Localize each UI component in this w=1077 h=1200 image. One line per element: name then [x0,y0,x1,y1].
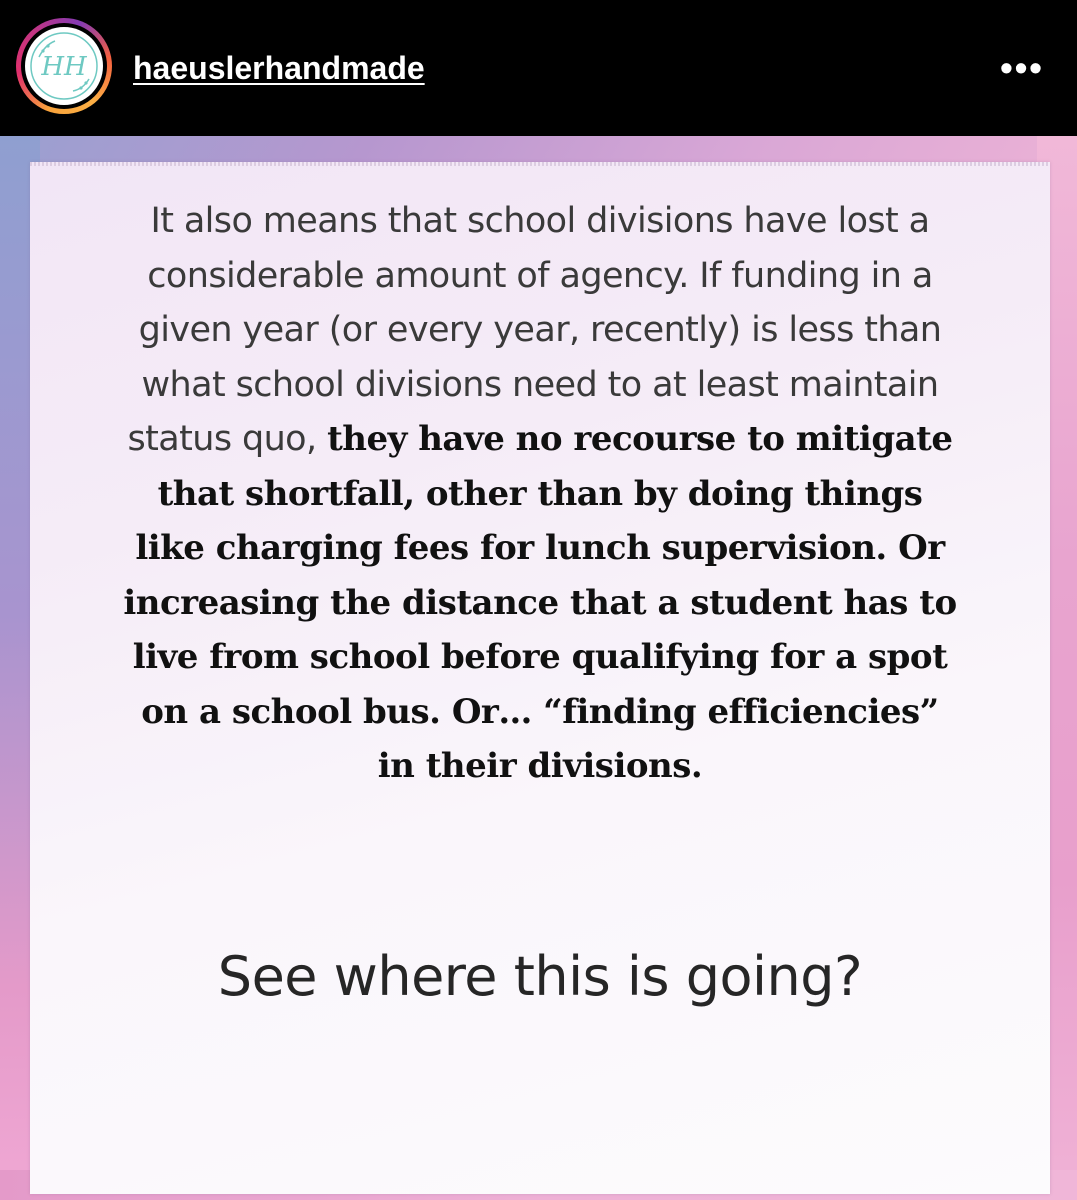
text-segment: considerable amount of agency. If funding in a [147,255,933,296]
paragraph-line [30,576,1050,631]
username-link[interactable]: haeuslerhandmade [133,50,425,86]
paragraph-line [30,249,1050,304]
bold-text-segment: like charging fees for lunch supervision. Or [135,528,945,568]
post-header [0,0,1077,136]
text-card [30,162,1050,1194]
paragraph-line [30,467,1050,522]
text-segment: what school divisions need to at least maintain [141,364,939,405]
paragraph-line [30,521,1050,576]
paragraph-line [30,358,1050,413]
paragraph-line [30,412,1050,467]
post-image [0,136,1077,1200]
profile-avatar[interactable] [25,27,103,105]
bold-text-segment: that shortfall, other than by doing things [157,473,923,514]
more-options-icon[interactable]: ••• [1000,47,1044,88]
bold-text-segment: live from school before qualifying for a spot [132,637,948,677]
bold-text-segment: in their divisions. [377,746,703,786]
text-segment: status quo, [127,419,328,459]
text-segment: given year (or every year, recently) is less than [138,310,942,350]
post-paragraph [30,194,1050,794]
paragraph-line [30,194,1050,249]
paragraph-line [30,685,1050,740]
paragraph-line [30,739,1050,794]
text-segment: It also means that school divisions have lost a [150,201,930,241]
post-tagline: See where this is going? [217,945,863,1008]
paragraph-line [30,303,1050,358]
bold-text-segment: on a school bus. Or… “finding efficiencies” [141,691,939,732]
avatar-monogram-text: HH [41,52,87,82]
bold-text-segment: they have no recourse to mitigate [327,419,953,459]
paragraph-line [30,630,1050,685]
bold-text-segment: increasing the distance that a student has to [123,582,957,623]
hh-monogram-logo [25,27,103,105]
profile-avatar-ring[interactable] [16,18,112,114]
card-top-edge [30,162,1050,166]
